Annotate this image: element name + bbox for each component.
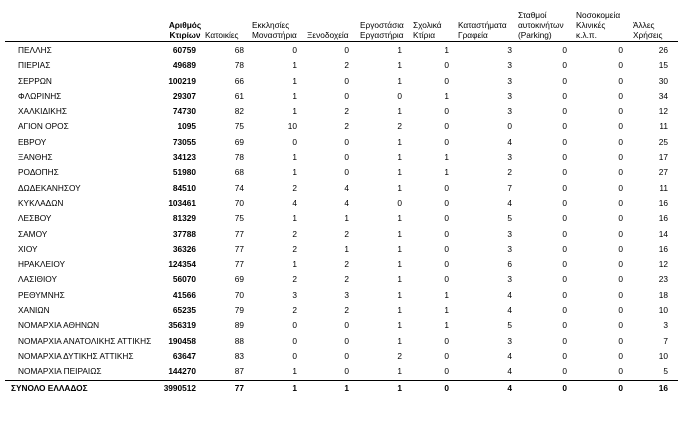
cell-hospitals: 0: [618, 121, 623, 132]
table-row: [0, 150, 685, 165]
cell-other: 10: [658, 305, 668, 316]
cell-factories: 1: [397, 243, 402, 254]
cell-shops: 3: [507, 60, 512, 71]
cell-residences: 61: [234, 90, 244, 101]
table-row: [0, 119, 685, 134]
cell-churches: 2: [292, 228, 297, 239]
cell-factories: 1: [397, 106, 402, 117]
region-name: ΑΓΙΟΝ ΟΡΟΣ: [18, 121, 69, 132]
cell-factories: 1: [397, 274, 402, 285]
cell-hotels: 1: [344, 213, 349, 224]
cell-buildings: 37788: [172, 228, 196, 239]
cell-factories: 1: [397, 152, 402, 163]
cell-hospitals: 0: [618, 320, 623, 331]
cell-buildings: 84510: [172, 182, 196, 193]
cell-parking: 0: [562, 75, 567, 86]
cell-buildings: 34123: [172, 152, 196, 163]
cell-hospitals: 0: [618, 106, 623, 117]
cell-hotels: 0: [344, 335, 349, 346]
cell-parking: 0: [562, 335, 567, 346]
cell-other: 16: [658, 197, 668, 208]
cell-shops: 7: [507, 182, 512, 193]
cell-schools: 1: [444, 320, 449, 331]
cell-churches: 1: [292, 213, 297, 224]
cell-residences: 75: [234, 213, 244, 224]
cell-hotels: 0: [344, 320, 349, 331]
cell-buildings: 3990512: [163, 382, 196, 393]
cell-hotels: 2: [344, 259, 349, 270]
cell-parking: 0: [562, 152, 567, 163]
cell-schools: 0: [444, 213, 449, 224]
table-row: [0, 43, 685, 58]
table-row: [0, 58, 685, 73]
table-row: [0, 181, 685, 196]
cell-schools: 0: [444, 335, 449, 346]
total-row: [0, 381, 685, 395]
cell-residences: 74: [234, 182, 244, 193]
header-hotels: Ξενοδοχεία: [307, 30, 349, 40]
table-row: [0, 318, 685, 333]
cell-hotels: 2: [344, 106, 349, 117]
region-name: ΠΙΕΡΙΑΣ: [18, 60, 51, 71]
cell-other: 17: [658, 152, 668, 163]
header-churches: Εκκλησίες Μοναστήρια: [252, 20, 297, 40]
cell-factories: 1: [397, 136, 402, 147]
table-row: [0, 257, 685, 272]
cell-shops: 3: [507, 106, 512, 117]
cell-residences: 78: [234, 60, 244, 71]
cell-buildings: 51980: [172, 167, 196, 178]
cell-other: 23: [658, 274, 668, 285]
cell-hotels: 1: [344, 382, 349, 393]
cell-residences: 70: [234, 289, 244, 300]
cell-buildings: 144270: [168, 366, 196, 377]
cell-buildings: 63647: [172, 350, 196, 361]
cell-hotels: 0: [344, 167, 349, 178]
cell-other: 12: [658, 106, 668, 117]
cell-residences: 77: [234, 382, 244, 393]
cell-schools: 1: [444, 305, 449, 316]
region-name: ΣΥΝΟΛΟ ΕΛΛΑΔΟΣ: [11, 382, 88, 393]
cell-schools: 1: [444, 90, 449, 101]
cell-other: 11: [659, 121, 668, 132]
cell-residences: 68: [234, 45, 244, 55]
cell-parking: 0: [562, 350, 567, 361]
cell-hotels: 2: [344, 60, 349, 71]
cell-hospitals: 0: [618, 213, 623, 224]
cell-schools: 0: [444, 259, 449, 270]
cell-buildings: 73055: [172, 136, 196, 147]
cell-other: 27: [658, 167, 668, 178]
cell-churches: 1: [292, 75, 297, 86]
cell-hospitals: 0: [618, 243, 623, 254]
cell-factories: 1: [397, 335, 402, 346]
cell-churches: 2: [292, 182, 297, 193]
cell-parking: 0: [562, 274, 567, 285]
cell-other: 25: [658, 136, 668, 147]
cell-churches: 1: [292, 366, 297, 377]
cell-buildings: 190458: [168, 335, 196, 346]
header-other: Άλλες Χρήσεις: [633, 20, 663, 40]
cell-factories: 2: [397, 121, 402, 132]
cell-hotels: 0: [344, 136, 349, 147]
region-name: ΕΒΡΟΥ: [18, 136, 47, 147]
cell-parking: 0: [562, 90, 567, 101]
table-row: [0, 104, 685, 119]
cell-hotels: 0: [344, 75, 349, 86]
cell-residences: 79: [234, 305, 244, 316]
cell-shops: 6: [507, 259, 512, 270]
cell-schools: 0: [444, 136, 449, 147]
cell-other: 16: [658, 382, 668, 393]
header-schools: Σχολικά Κτίρια: [413, 20, 442, 40]
cell-schools: 0: [444, 60, 449, 71]
table-body: [0, 43, 685, 395]
cell-hospitals: 0: [618, 75, 623, 86]
cell-parking: 0: [562, 305, 567, 316]
cell-parking: 0: [562, 121, 567, 132]
region-name: ΝΟΜΑΡΧΙΑ ΔΥΤΙΚΗΣ ΑΤΤΙΚΗΣ: [18, 350, 134, 361]
cell-buildings: 81329: [172, 213, 196, 224]
cell-hospitals: 0: [618, 289, 623, 300]
table-row: [0, 242, 685, 257]
cell-factories: 1: [397, 75, 402, 86]
cell-hotels: 0: [344, 45, 349, 55]
cell-factories: 1: [397, 167, 402, 178]
cell-schools: 1: [444, 167, 449, 178]
cell-other: 10: [658, 350, 668, 361]
header-factories: Εργοστάσια Εργαστήρια: [360, 20, 404, 40]
cell-shops: 3: [507, 335, 512, 346]
region-name: ΣΑΜΟΥ: [18, 228, 48, 239]
cell-hotels: 2: [344, 305, 349, 316]
cell-shops: 4: [507, 366, 512, 377]
cell-buildings: 29307: [172, 90, 196, 101]
cell-other: 12: [658, 259, 668, 270]
table-row: [0, 89, 685, 104]
cell-schools: 1: [444, 152, 449, 163]
table-row: [0, 74, 685, 89]
cell-hospitals: 0: [618, 167, 623, 178]
cell-parking: 0: [562, 136, 567, 147]
cell-hospitals: 0: [618, 305, 623, 316]
cell-hospitals: 0: [618, 152, 623, 163]
cell-hotels: 0: [344, 366, 349, 377]
cell-schools: 0: [444, 366, 449, 377]
cell-parking: 0: [562, 167, 567, 178]
cell-buildings: 124354: [168, 259, 196, 270]
cell-hotels: 2: [344, 274, 349, 285]
cell-schools: 1: [444, 289, 449, 300]
cell-shops: 5: [507, 213, 512, 224]
cell-schools: 0: [444, 243, 449, 254]
cell-schools: 0: [444, 197, 449, 208]
cell-parking: 0: [562, 289, 567, 300]
cell-parking: 0: [562, 60, 567, 71]
region-name: ΧΑΛΚΙΔΙΚΗΣ: [18, 106, 67, 117]
cell-hotels: 2: [344, 228, 349, 239]
cell-factories: 1: [397, 228, 402, 239]
cell-buildings: 56070: [172, 274, 196, 285]
cell-parking: 0: [562, 106, 567, 117]
cell-churches: 0: [292, 320, 297, 331]
table-row: [0, 288, 685, 303]
cell-residences: 77: [234, 259, 244, 270]
cell-factories: 1: [397, 320, 402, 331]
cell-factories: 1: [397, 182, 402, 193]
cell-parking: 0: [562, 228, 567, 239]
table-row: [0, 334, 685, 349]
cell-hotels: 2: [344, 121, 349, 132]
cell-residences: 69: [234, 136, 244, 147]
cell-hospitals: 0: [618, 382, 623, 393]
cell-churches: 0: [292, 45, 297, 55]
cell-churches: 1: [292, 90, 297, 101]
cell-shops: 3: [507, 228, 512, 239]
table-row: [0, 364, 685, 379]
cell-shops: 3: [507, 45, 512, 55]
cell-factories: 1: [397, 45, 402, 55]
cell-schools: 0: [444, 350, 449, 361]
cell-residences: 89: [234, 320, 244, 331]
cell-shops: 3: [507, 274, 512, 285]
cell-residences: 82: [234, 106, 244, 117]
cell-buildings: 36326: [172, 243, 196, 254]
cell-buildings: 103461: [168, 197, 196, 208]
cell-hospitals: 0: [618, 259, 623, 270]
table-row: [0, 196, 685, 211]
cell-schools: 0: [444, 182, 449, 193]
cell-hospitals: 0: [618, 136, 623, 147]
cell-churches: 0: [292, 136, 297, 147]
cell-shops: 3: [507, 152, 512, 163]
cell-churches: 1: [292, 60, 297, 71]
cell-hotels: 0: [344, 350, 349, 361]
cell-hospitals: 0: [618, 60, 623, 71]
cell-churches: 1: [292, 106, 297, 117]
cell-hospitals: 0: [618, 335, 623, 346]
cell-hotels: 0: [344, 90, 349, 101]
region-name: ΡΟΔΟΠΗΣ: [18, 167, 59, 178]
cell-factories: 0: [397, 90, 402, 101]
cell-hotels: 3: [344, 289, 349, 300]
cell-hospitals: 0: [618, 366, 623, 377]
cell-residences: 69: [234, 274, 244, 285]
cell-schools: 0: [444, 106, 449, 117]
region-name: ΡΕΘΥΜΝΗΣ: [18, 289, 65, 300]
cell-churches: 0: [292, 350, 297, 361]
cell-parking: 0: [562, 243, 567, 254]
cell-churches: 3: [292, 289, 297, 300]
header-hospitals: Νοσοκομεία Κλινικές κ.λ.π.: [576, 10, 621, 40]
cell-churches: 10: [287, 121, 297, 132]
cell-hospitals: 0: [618, 197, 623, 208]
cell-hospitals: 0: [618, 350, 623, 361]
cell-residences: 88: [234, 335, 244, 346]
cell-residences: 87: [234, 366, 244, 377]
cell-churches: 1: [292, 152, 297, 163]
cell-hotels: 4: [344, 197, 349, 208]
cell-shops: 4: [507, 289, 512, 300]
table-row: [0, 135, 685, 150]
cell-other: 11: [659, 182, 668, 193]
cell-factories: 1: [397, 366, 402, 377]
cell-hospitals: 0: [618, 274, 623, 285]
cell-shops: 4: [507, 382, 512, 393]
region-name: ΝΟΜΑΡΧΙΑ ΑΝΑΤΟΛΙΚΗΣ ΑΤΤΙΚΗΣ: [18, 335, 152, 346]
cell-shops: 4: [507, 350, 512, 361]
table-row: [0, 303, 685, 318]
cell-schools: 0: [444, 121, 449, 132]
cell-shops: 4: [507, 305, 512, 316]
cell-factories: 2: [397, 350, 402, 361]
cell-parking: 0: [562, 320, 567, 331]
cell-parking: 0: [562, 259, 567, 270]
cell-buildings: 41566: [172, 289, 196, 300]
cell-residences: 66: [234, 75, 244, 86]
region-name: ΝΟΜΑΡΧΙΑ ΠΕΙΡΑΙΩΣ: [18, 366, 102, 377]
cell-churches: 4: [292, 197, 297, 208]
cell-other: 34: [658, 90, 668, 101]
region-name: ΔΩΔΕΚΑΝΗΣΟΥ: [18, 182, 81, 193]
cell-parking: 0: [562, 197, 567, 208]
cell-shops: 3: [507, 90, 512, 101]
region-name: ΠΕΛΛΗΣ: [18, 45, 52, 55]
cell-factories: 1: [397, 382, 402, 393]
region-name: ΧΙΟΥ: [18, 243, 38, 254]
cell-churches: 0: [292, 335, 297, 346]
cell-buildings: 1095: [177, 121, 196, 132]
cell-churches: 2: [292, 243, 297, 254]
region-name: ΧΑΝΙΩΝ: [18, 305, 50, 316]
cell-residences: 70: [234, 197, 244, 208]
cell-other: 3: [663, 320, 668, 331]
region-name: ΞΑΝΘΗΣ: [18, 152, 53, 163]
cell-shops: 2: [507, 167, 512, 178]
cell-other: 26: [658, 45, 668, 55]
cell-churches: 2: [292, 274, 297, 285]
cell-residences: 77: [234, 243, 244, 254]
cell-other: 15: [658, 60, 668, 71]
cell-shops: 3: [507, 243, 512, 254]
cell-schools: 0: [444, 75, 449, 86]
header-residences: Κατοικίες: [205, 30, 239, 40]
cell-schools: 0: [444, 382, 449, 393]
cell-buildings: 74730: [172, 106, 196, 117]
cell-other: 14: [658, 228, 668, 239]
table-row: [0, 165, 685, 180]
cell-other: 16: [658, 243, 668, 254]
header-divider: [5, 41, 678, 42]
cell-shops: 4: [507, 197, 512, 208]
table-row: [0, 227, 685, 242]
cell-hotels: 4: [344, 182, 349, 193]
cell-parking: 0: [562, 366, 567, 377]
table-row: [0, 272, 685, 287]
cell-hospitals: 0: [618, 45, 623, 55]
cell-buildings: 100219: [168, 75, 196, 86]
cell-buildings: 49689: [172, 60, 196, 71]
region-name: ΣΕΡΡΩΝ: [18, 75, 52, 86]
cell-hotels: 1: [344, 243, 349, 254]
cell-parking: 0: [562, 382, 567, 393]
cell-other: 18: [658, 289, 668, 300]
cell-residences: 68: [234, 167, 244, 178]
cell-shops: 4: [507, 136, 512, 147]
cell-schools: 0: [444, 228, 449, 239]
cell-factories: 1: [397, 259, 402, 270]
cell-other: 30: [658, 75, 668, 86]
cell-churches: 2: [292, 305, 297, 316]
header-buildings: Αριθμός Κτιρίων: [168, 20, 202, 40]
header-parking: Σταθμοί αυτοκινήτων (Parking): [518, 10, 564, 40]
table-row: [0, 349, 685, 364]
cell-parking: 0: [562, 213, 567, 224]
cell-residences: 78: [234, 152, 244, 163]
cell-hospitals: 0: [618, 182, 623, 193]
region-name: ΛΕΣΒΟΥ: [18, 213, 52, 224]
cell-schools: 1: [444, 45, 449, 55]
region-name: ΝΟΜΑΡΧΙΑ ΑΘΗΝΩΝ: [18, 320, 100, 331]
cell-other: 16: [658, 213, 668, 224]
region-name: ΚΥΚΛΑΔΩΝ: [18, 197, 64, 208]
cell-factories: 1: [397, 60, 402, 71]
cell-buildings: 356319: [168, 320, 196, 331]
cell-hotels: 0: [344, 152, 349, 163]
region-name: ΛΑΣΙΘΙΟΥ: [18, 274, 57, 285]
cell-residences: 75: [234, 121, 244, 132]
header-shops: Καταστήματα Γραφεία: [458, 20, 507, 40]
cell-residences: 77: [234, 228, 244, 239]
cell-other: 5: [663, 366, 668, 377]
cell-shops: 3: [507, 75, 512, 86]
cell-factories: 1: [397, 305, 402, 316]
cell-parking: 0: [562, 182, 567, 193]
cell-churches: 1: [292, 382, 297, 393]
cell-shops: 0: [507, 121, 512, 132]
cell-schools: 0: [444, 274, 449, 285]
region-name: ΗΡΑΚΛΕΙΟΥ: [18, 259, 66, 270]
cell-factories: 1: [397, 213, 402, 224]
cell-hospitals: 0: [618, 90, 623, 101]
cell-shops: 5: [507, 320, 512, 331]
cell-churches: 1: [292, 259, 297, 270]
cell-parking: 0: [562, 45, 567, 55]
table-row: [0, 211, 685, 226]
cell-factories: 0: [397, 197, 402, 208]
region-name: ΦΛΩΡΙΝΗΣ: [18, 90, 62, 101]
cell-other: 7: [663, 335, 668, 346]
cell-buildings: 60759: [172, 45, 196, 55]
cell-hospitals: 0: [618, 228, 623, 239]
cell-churches: 1: [292, 167, 297, 178]
cell-residences: 83: [234, 350, 244, 361]
cell-factories: 1: [397, 289, 402, 300]
cell-buildings: 65235: [172, 305, 196, 316]
